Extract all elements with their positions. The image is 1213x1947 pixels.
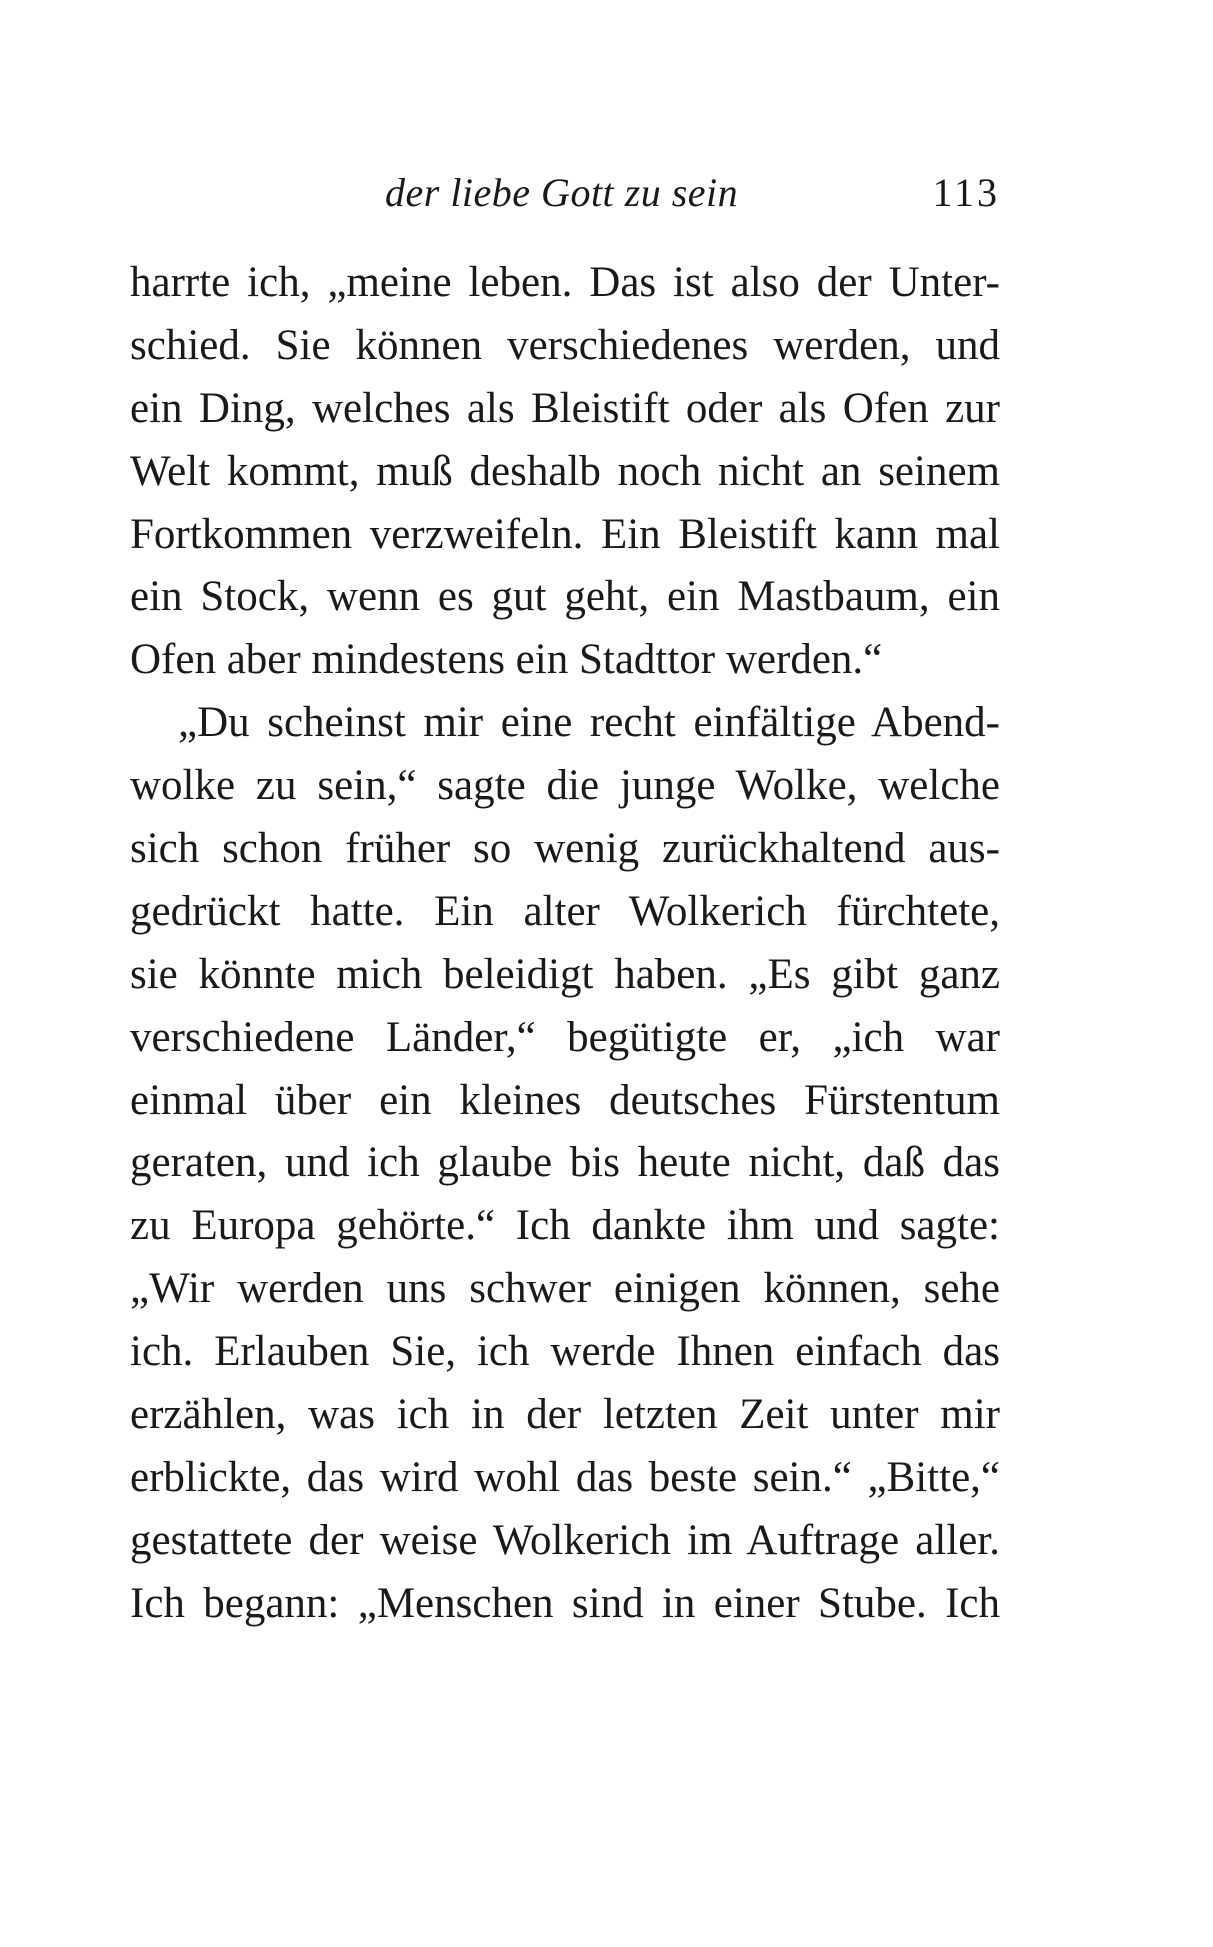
body-text (130, 252, 1000, 1636)
text-line: geraten, und ich glaube bis heute nicht, daß das (130, 1139, 1000, 1187)
text-line: ein Stock, wenn es gut geht, ein Mastbaum, ein (130, 573, 1000, 621)
text-line: ich. Erlauben Sie, ich werde Ihnen einfach das (130, 1328, 1000, 1376)
text-line: einmal über ein kleines deutsches Fürstentum (130, 1076, 1000, 1124)
text-line: erzählen, was ich in der letzten Zeit unter mir (130, 1391, 1000, 1439)
text-line: sich schon früher so wenig zurückhaltend aus- (130, 825, 1000, 873)
running-head (130, 168, 1000, 218)
text-line: zu Europa gehörte.“ Ich dankte ihm und sagte: (130, 1202, 1000, 1250)
text-line: gedrückt hatte. Ein alter Wolkerich fürchtete, (130, 887, 1000, 935)
page-number: 113 (932, 170, 1000, 215)
text-line: gestattete der weise Wolkerich im Auftrage aller. (130, 1516, 1000, 1564)
text-line: harrte ich, „meine leben. Das ist also der Unter- (130, 259, 1000, 306)
text-line: „Wir werden uns schwer einigen können, sehe (130, 1265, 1000, 1313)
text-line: verschiedene Länder,“ begütigte er, „ich war (130, 1013, 1000, 1061)
text-line: Ich begann: „Menschen sind in einer Stube. Ich (130, 1579, 1000, 1627)
text-line: Welt kommt, muß deshalb noch nicht an seinem (130, 447, 1000, 495)
text-line: „Du scheinst mir eine recht einfältige Abend- (178, 699, 1000, 747)
text-line: ein Ding, welches als Bleistift oder als Ofen zur (130, 384, 1000, 432)
text-line: schied. Sie können verschiedenes werden, und (130, 321, 1000, 369)
text-line: Ofen aber mindestens ein Stadttor werden.“ (130, 636, 883, 684)
text-line: wolke zu sein,“ sagte die junge Wolke, welche (130, 762, 1000, 810)
text-line: erblickte, das wird wohl das beste sein.“ „Bitte,“ (130, 1453, 1000, 1501)
running-title: der liebe Gott zu sein (385, 170, 739, 215)
text-line: Fortkommen verzweifeln. Ein Bleistift kann mal (130, 510, 1000, 558)
text-line: sie könnte mich beleidigt haben. „Es gibt ganz (130, 950, 1000, 998)
